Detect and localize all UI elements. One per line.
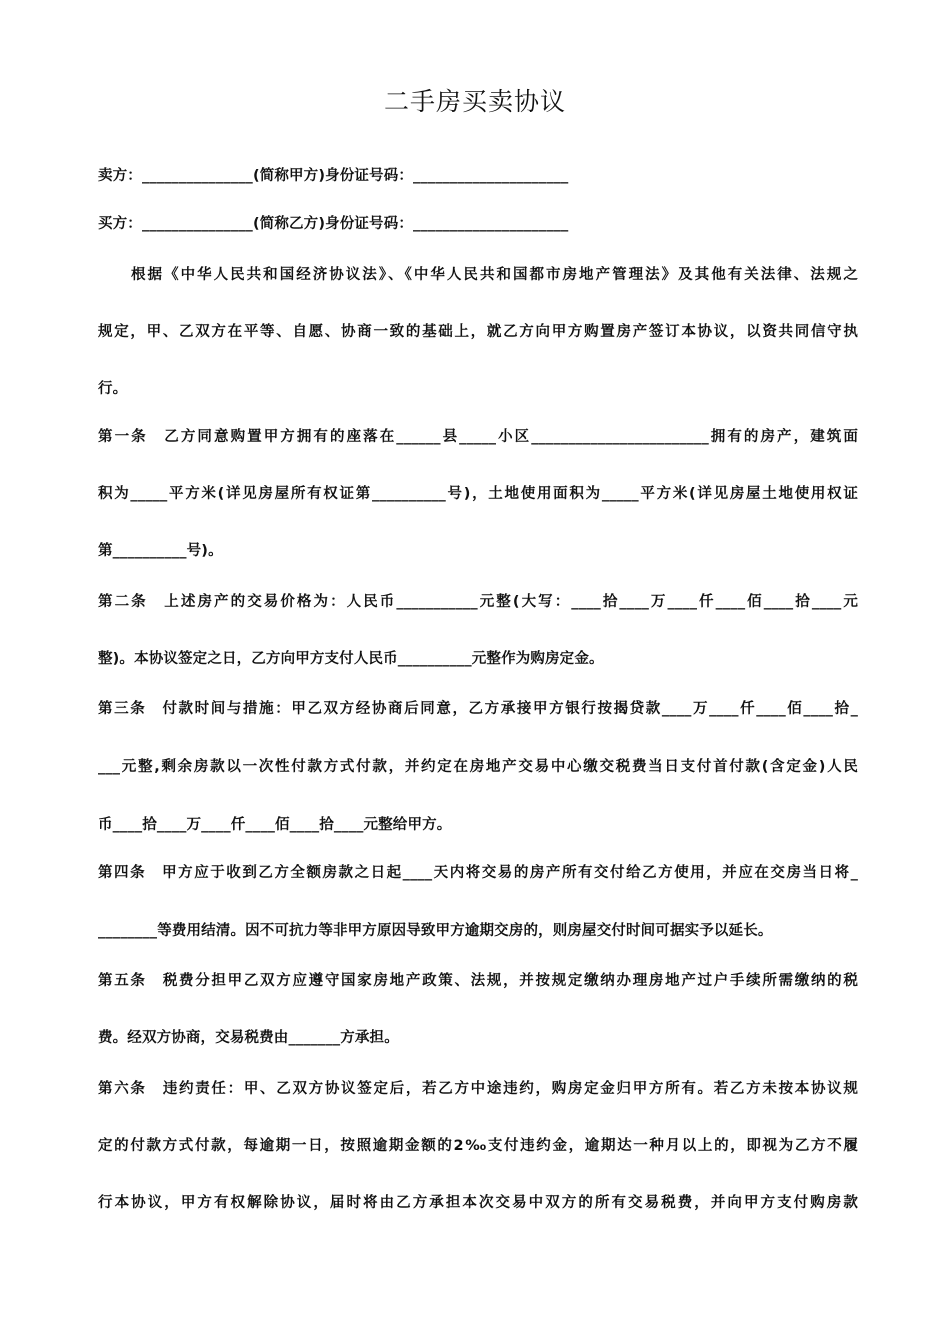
article-2-line-2: 整)。本协议签定之日，乙方向甲方支付人民币__________元整作为购房定金。 [98,651,604,667]
seller-line: 卖方：_______________(简称甲方)身份证号码：_____________________ [98,168,569,184]
article-4-line-2: ________等费用结清。因不可抗力等非甲方原因导致甲方逾期交房的，则房屋交付时间可据实予以延长。 [98,923,773,939]
article-6-line-2: 定的付款方式付款，每逾期一日，按照逾期金额的2‰支付违约金，逾期达一种月以上的，即视为乙方不履 [98,1138,858,1154]
article-1-line-1: 第一条 乙方同意购置甲方拥有的座落在______县_____小区________________________拥有的房产，建筑面 [98,429,858,445]
article-6-line-1: 第六条 违约责任：甲、乙双方协议签定后，若乙方中途违约，购房定金归甲方所有。若乙方未按本协议规 [98,1081,858,1097]
article-1-line-3: 第__________号)。 [98,543,223,559]
article-3-line-1: 第三条 付款时间与措施：甲乙双方经协商后同意，乙方承接甲方银行按揭贷款____万____仟____佰____拾_ [98,701,858,717]
article-5-line-1: 第五条 税费分担甲乙双方应遵守国家房地产政策、法规，并按规定缴纳办理房地产过户手续所需缴纳的税 [98,973,858,989]
buyer-line: 买方：_______________(简称乙方)身份证号码：_____________________ [98,216,569,232]
article-3-line-3: 币____拾____万____仟____佰____拾____元整给甲方。 [98,817,452,833]
document-title: 二手房买卖协议 [383,87,566,116]
preamble-line-1: 根据《中华人民共和国经济协议法》、《中华人民共和国都市房地产管理法》及其他有关法律、法规之 [98,267,858,283]
article-1-line-2: 积为_____平方米(详见房屋所有权证第__________号)，土地使用面积为_____平方米(详见房屋土地使用权证 [98,486,858,502]
article-2-line-1: 第二条 上述房产的交易价格为：人民币___________元整(大写：____拾____万____仟____佰____拾____元 [98,594,858,610]
article-6-line-3: 行本协议，甲方有权解除协议，届时将由乙方承担本次交易中双方的所有交易税费，并向甲方支付购房款 [98,1195,858,1211]
preamble-line-3: 行。 [98,381,128,397]
preamble-line-2: 规定，甲、乙双方在平等、自愿、协商一致的基础上，就乙方向甲方购置房产签订本协议，以资共同信守执 [98,324,858,340]
article-5-line-2: 费。经双方协商，交易税费由_______方承担。 [98,1030,399,1046]
article-3-line-2: ___元整,剩余房款以一次性付款方式付款，并约定在房地产交易中心缴交税费当日支付首付款(含定金)人民 [98,759,858,775]
article-4-line-1: 第四条 甲方应于收到乙方全额房款之日起____天内将交易的房产所有交付给乙方使用，并应在交房当日将_ [98,865,858,881]
